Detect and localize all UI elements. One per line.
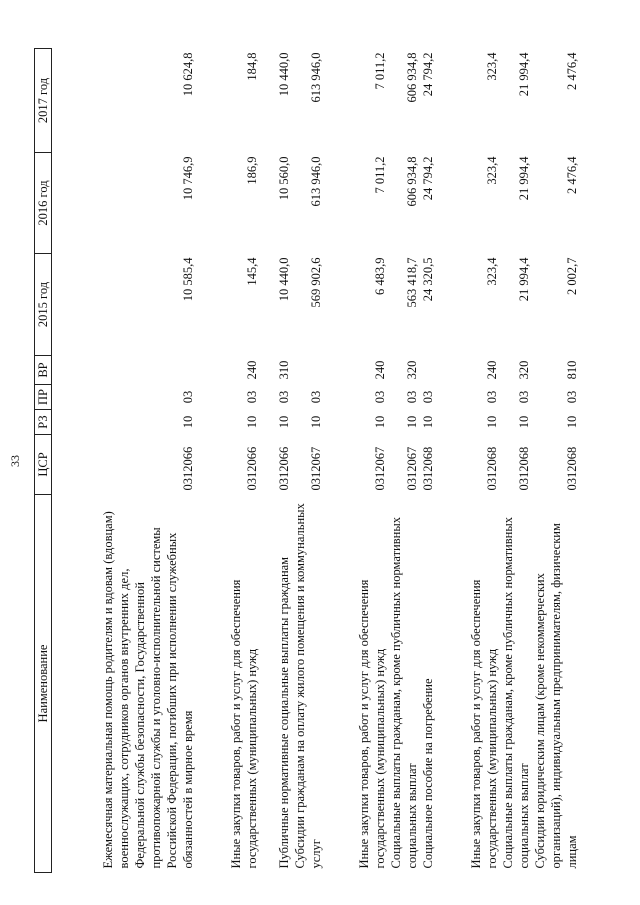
row-vr: 240 bbox=[484, 360, 499, 380]
row-rz: 10 bbox=[372, 415, 387, 429]
table-row bbox=[260, 49, 292, 873]
row-rz: 10 bbox=[180, 415, 195, 429]
row-pr bbox=[388, 385, 436, 410]
row-csr: 0312067 bbox=[308, 446, 323, 491]
row-6-name: Социальное пособие на погребение bbox=[420, 678, 435, 869]
header-2015: 2015 год bbox=[35, 254, 52, 356]
row-2015: 323,4 bbox=[484, 257, 499, 286]
row-vr bbox=[52, 356, 196, 385]
row-2017 bbox=[388, 49, 436, 153]
row-pr: 03 bbox=[276, 390, 291, 404]
row-pr: 03 bbox=[244, 390, 259, 404]
row-5-vr: 320 bbox=[404, 360, 419, 380]
row-2017: 2 476,4 bbox=[564, 52, 579, 90]
row-vr bbox=[388, 356, 436, 385]
header-vr: ВР bbox=[35, 356, 52, 385]
row-name: Публичные нормативные социальные выплаты гражданам bbox=[276, 556, 291, 869]
table-row bbox=[436, 49, 500, 873]
header-rz: РЗ bbox=[35, 410, 52, 435]
row-6-csr: 0312068 bbox=[420, 446, 435, 491]
row-name: Иные закупки товаров, работ и услуг для обеспечения государственных (муниципальных) нужд bbox=[228, 579, 259, 869]
row-5-pr: 03 bbox=[404, 390, 419, 404]
row-2016: 7 011,2 bbox=[372, 156, 387, 194]
row-2015: 145,4 bbox=[244, 257, 259, 286]
row-2017: 10 624,8 bbox=[180, 52, 195, 97]
row-rz: 10 bbox=[484, 415, 499, 429]
row-2016: 21 994,4 bbox=[516, 156, 531, 201]
row-vr: 240 bbox=[244, 360, 259, 380]
row-csr: 0312066 bbox=[180, 446, 195, 491]
row-name: Ежемесячная материальная помощь родителям и вдовам (вдовцам) военнослужащих, сотрудников органов внутренних дел, Федеральной службы безопасности, Государственной противопожарной службы и уголовно-исполнительной системы Российской Федерации, погибших при исполнении служебных обязанностей в мирное время bbox=[100, 511, 195, 869]
row-5-2017: 606 934,8 bbox=[404, 52, 419, 103]
row-csr: 0312068 bbox=[484, 446, 499, 491]
row-5-name: Социальные выплаты гражданам, кроме публичных нормативных социальных выплат bbox=[388, 517, 419, 869]
row-pr: 03 bbox=[484, 390, 499, 404]
row-csr: 0312066 bbox=[244, 446, 259, 491]
row-pr: 03 bbox=[372, 390, 387, 404]
row-vr: 240 bbox=[372, 360, 387, 380]
row-2015: 10 585,4 bbox=[180, 257, 195, 302]
table-header-row bbox=[35, 49, 52, 873]
header-2016: 2016 год bbox=[35, 153, 52, 254]
row-2017: 323,4 bbox=[484, 52, 499, 81]
row-2017: 613 946,0 bbox=[308, 52, 323, 103]
row-2017: 184,8 bbox=[244, 52, 259, 81]
row-2016: 10 746,9 bbox=[180, 156, 195, 201]
row-csr bbox=[388, 435, 436, 495]
row-vr: 810 bbox=[564, 360, 579, 380]
row-rz: 10 bbox=[564, 415, 579, 429]
row-2017: 10 440,0 bbox=[276, 52, 291, 97]
row-csr: 0312067 bbox=[372, 446, 387, 491]
table-row bbox=[52, 49, 196, 873]
row-rz bbox=[388, 410, 436, 435]
row-2016: 613 946,0 bbox=[308, 156, 323, 207]
row-6-2015: 24 320,5 bbox=[420, 257, 435, 302]
row-rz: 10 bbox=[308, 415, 323, 429]
row-2015: 2 002,7 bbox=[564, 257, 579, 295]
row-6-rz: 10 bbox=[420, 415, 435, 429]
table-row bbox=[388, 49, 436, 873]
header-name: Наименование bbox=[35, 495, 52, 873]
row-name: Иные закупки товаров, работ и услуг для обеспечения государственных (муниципальных) нужд bbox=[356, 579, 387, 869]
table-row bbox=[500, 49, 532, 873]
row-rz: 10 bbox=[244, 415, 259, 429]
row-name: Субсидии юридическим лицам (кроме некоммерческих организаций), индивидуальным предпринимателям, физическим лицам bbox=[532, 523, 579, 869]
row-2017: 7 011,2 bbox=[372, 52, 387, 90]
row-pr: 03 bbox=[180, 390, 195, 404]
header-2017: 2017 год bbox=[35, 49, 52, 153]
row-2016 bbox=[388, 153, 436, 254]
row-csr: 0312068 bbox=[564, 446, 579, 491]
header-csr: ЦСР bbox=[35, 435, 52, 495]
row-csr: 0312066 bbox=[276, 446, 291, 491]
row-2016: 10 560,0 bbox=[276, 156, 291, 201]
table-row bbox=[324, 49, 388, 873]
row-csr: 0312068 bbox=[516, 446, 531, 491]
row-pr: 03 bbox=[564, 390, 579, 404]
row-pr: 03 bbox=[308, 390, 323, 404]
row-rz: 10 bbox=[276, 415, 291, 429]
row-name: Иные закупки товаров, работ и услуг для обеспечения государственных (муниципальных) нужд bbox=[468, 579, 499, 869]
row-2016: 2 476,4 bbox=[564, 156, 579, 194]
row-pr: 03 bbox=[516, 390, 531, 404]
row-vr: 310 bbox=[276, 360, 291, 380]
budget-table bbox=[34, 48, 580, 873]
table-row bbox=[532, 49, 580, 873]
row-vr: 320 bbox=[516, 360, 531, 380]
row-rz: 10 bbox=[516, 415, 531, 429]
page-number: 33 bbox=[8, 455, 22, 467]
row-2015: 10 440,0 bbox=[276, 257, 291, 302]
row-name: Социальные выплаты гражданам, кроме публичных нормативных социальных выплат bbox=[500, 517, 531, 869]
row-2016: 186,9 bbox=[244, 156, 259, 185]
row-5-rz: 10 bbox=[404, 415, 419, 429]
row-5-2016: 606 934,8 bbox=[404, 156, 419, 207]
row-6-vr bbox=[420, 360, 436, 381]
table-row bbox=[196, 49, 260, 873]
table-row bbox=[292, 49, 324, 873]
row-6-2016: 24 794,2 bbox=[420, 156, 435, 201]
row-6-pr: 03 bbox=[420, 390, 435, 404]
row-5-csr: 0312067 bbox=[404, 446, 419, 491]
row-vr bbox=[292, 356, 324, 385]
row-6-2017: 24 794,2 bbox=[420, 52, 435, 97]
row-2015: 21 994,4 bbox=[516, 257, 531, 302]
row-2015: 6 483,9 bbox=[372, 257, 387, 295]
row-5-2015: 563 418,7 bbox=[404, 257, 419, 308]
row-name bbox=[388, 495, 436, 873]
header-pr: ПР bbox=[35, 385, 52, 410]
row-2017: 21 994,4 bbox=[516, 52, 531, 97]
row-2016: 323,4 bbox=[484, 156, 499, 185]
row-name: Субсидии гражданам на оплату жилого помещения и коммунальных услуг bbox=[292, 503, 323, 869]
row-2015: 569 902,6 bbox=[308, 257, 323, 308]
row-2015 bbox=[388, 254, 436, 356]
